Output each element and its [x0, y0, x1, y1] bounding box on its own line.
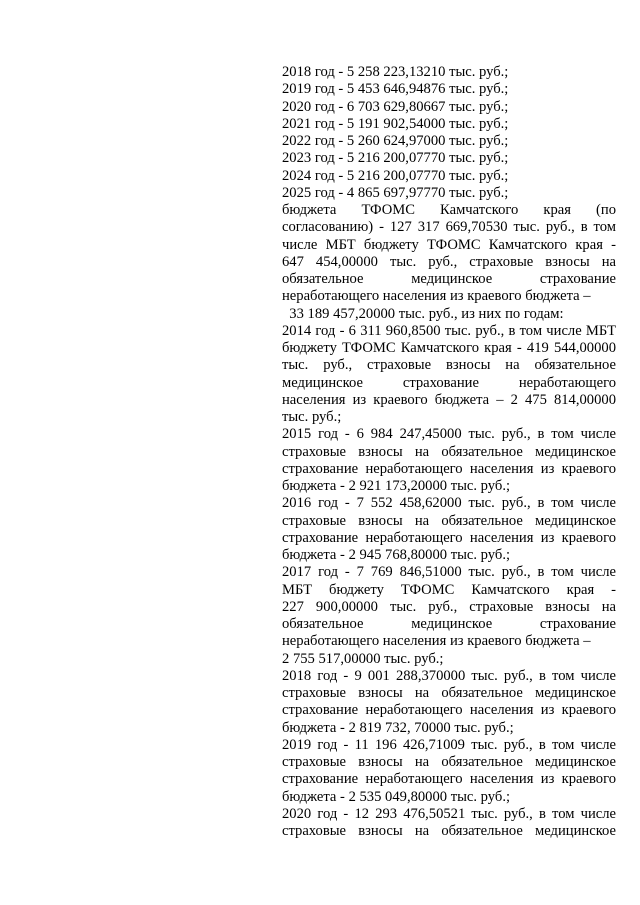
- text-line: обязательное медицинское страхование: [282, 616, 616, 632]
- text-line: 2024 год - 5 216 200,07770 тыс. руб.;: [282, 167, 509, 184]
- text-line: 647 454,00000 тыс. руб., страховые взносы на: [282, 253, 616, 270]
- text-line: 2025 год - 4 865 697,97770 тыс. руб.;: [282, 184, 509, 201]
- text-line: 2020 год - 12 293 476,50521 тыс. руб., в том числе: [282, 805, 616, 822]
- text-line: страхование неработающего населения из краевого: [282, 529, 616, 546]
- text-line: 2020 год - 6 703 629,80667 тыс. руб.;: [282, 98, 509, 115]
- text-line: бюджета - 2 535 049,80000 тыс. руб.;: [282, 788, 511, 805]
- text-line: тыс. руб.;: [282, 409, 342, 425]
- text-line: тыс. руб., страховые взносы на обязательное: [282, 357, 616, 374]
- text-line: 33 189 457,20000 тыс. руб., из них по годам:: [282, 305, 564, 322]
- text-line: МБТ бюджету ТФОМС Камчатского края -: [282, 581, 616, 598]
- text-line: населения из краевого бюджета – 2 475 814,00000: [282, 391, 616, 408]
- text-line: страхование неработающего населения из краевого: [282, 771, 616, 788]
- text-line: неработающего населения из краевого бюджета –: [282, 633, 591, 650]
- text-line: 2016 год - 7 552 458,62000 тыс. руб., в том числе: [282, 495, 616, 512]
- text-line: 2019 год - 11 196 426,71009 тыс. руб., в том числе: [282, 736, 616, 753]
- text-line: бюджета - 2 945 768,80000 тыс. руб.;: [282, 547, 511, 563]
- text-line: неработающего населения из краевого бюджета –: [282, 288, 591, 305]
- text-line: бюджета - 2 921 173,20000 тыс. руб.;: [282, 478, 511, 494]
- text-line: 227 900,00000 тыс. руб., страховые взносы на: [282, 598, 616, 615]
- text-line: медицинское страхование неработающего: [282, 374, 616, 391]
- text-line: 2018 год - 5 258 223,13210 тыс. руб.;: [282, 64, 509, 80]
- text-line: страховые взносы на обязательное медицинское: [282, 443, 616, 460]
- text-line: 2022 год - 5 260 624,97000 тыс. руб.;: [282, 133, 509, 149]
- text-line: бюджету ТФОМС Камчатского края - 419 544,00000: [282, 340, 616, 356]
- text-line: 2 755 517,00000 тыс. руб.;: [282, 650, 444, 667]
- text-line: бюджета - 2 819 732, 70000 тыс. руб.;: [282, 719, 514, 736]
- text-line: бюджета ТФОМС Камчатского края (по: [282, 202, 616, 218]
- text-line: обязательное медицинское страхование: [282, 271, 616, 287]
- text-line: страховые взносы на обязательное медицинское: [282, 512, 616, 529]
- text-line: числе МБТ бюджету ТФОМС Камчатского края -: [282, 236, 616, 253]
- text-line: 2015 год - 6 984 247,45000 тыс. руб., в том числе: [282, 426, 616, 443]
- text-line: страховые взносы на обязательное медицинское: [282, 685, 616, 701]
- text-line: 2021 год - 5 191 902,54000 тыс. руб.;: [282, 115, 509, 132]
- text-line: 2023 год - 5 216 200,07770 тыс. руб.;: [282, 150, 509, 167]
- text-line: страховые взносы на обязательное медицинское: [282, 754, 616, 770]
- document-text-column: [282, 64, 616, 840]
- text-line: 2014 год - 6 311 960,8500 тыс. руб., в том числе МБТ: [282, 322, 616, 339]
- text-line: страхование неработающего населения из краевого: [282, 460, 616, 477]
- text-line: согласованию) - 127 317 669,70530 тыс. руб., в том: [282, 219, 616, 236]
- text-line: 2018 год - 9 001 288,370000 тыс. руб., в том числе: [282, 667, 616, 684]
- text-line: 2019 год - 5 453 646,94876 тыс. руб.;: [282, 81, 509, 98]
- text-line: 2017 год - 7 769 846,51000 тыс. руб., в том числе: [282, 564, 616, 581]
- text-line: страхование неработающего населения из краевого: [282, 702, 616, 719]
- text-line: страховые взносы на обязательное медицинское: [282, 823, 616, 839]
